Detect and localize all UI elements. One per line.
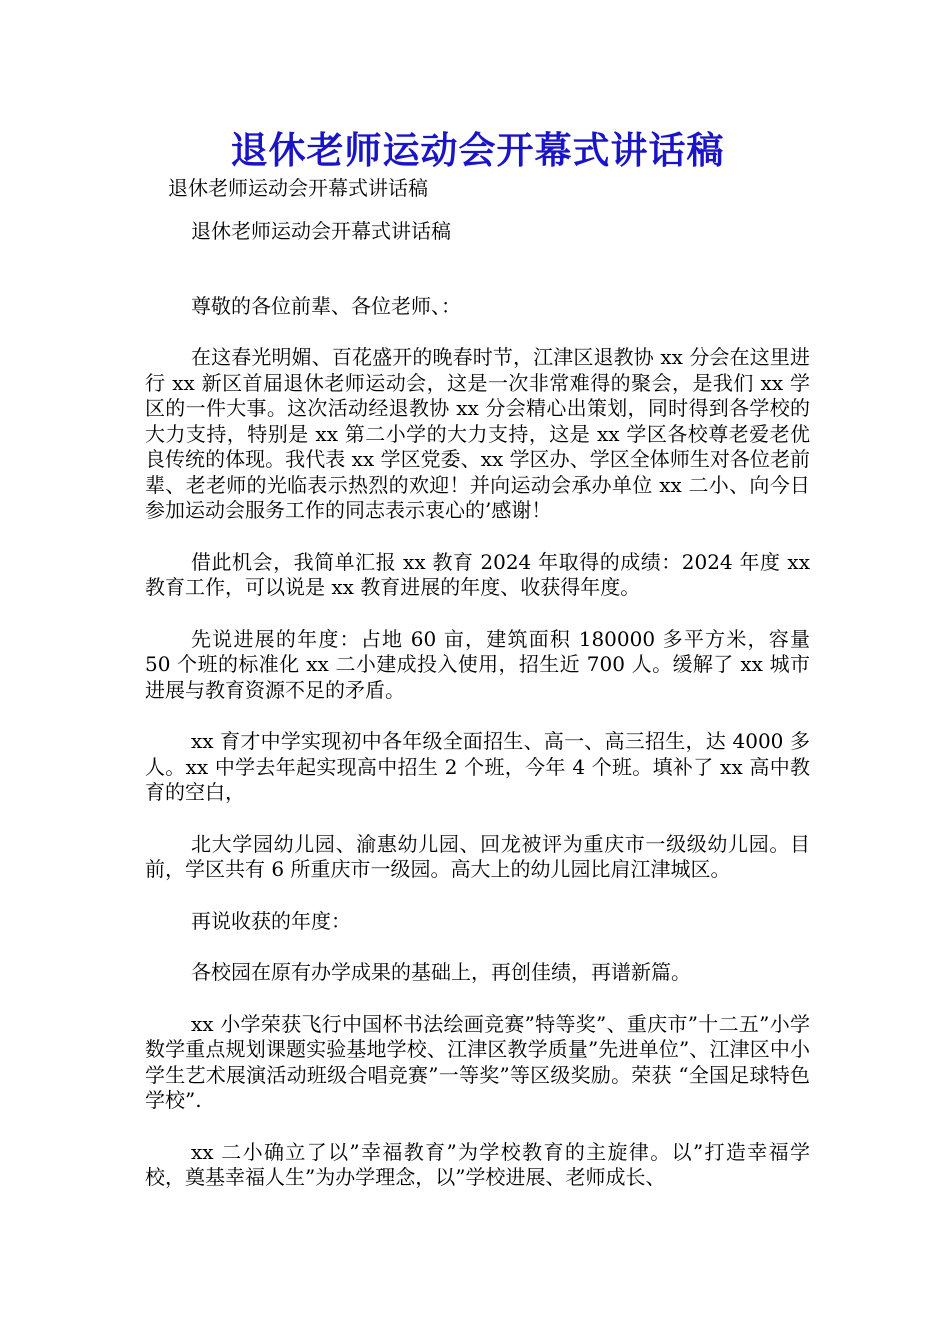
paragraph: xx 二小确立了以”幸福教育”为学校教育的主旋律。以”打造幸福学校，奠基幸福人生”为办学理念，以”学校进展、老师成长、 [145,1139,810,1189]
document-page [145,120,810,1191]
paragraph: 各校园在原有办学成果的基础上，再创佳绩，再谱新篇。 [191,960,691,984]
paragraph-salutation: 尊敬的各位前辈、各位老师、： [191,293,461,318]
paragraph: 先说进展的年度：占地 60 亩，建筑面积 180000 多平方米，容量 50 个班的标准化 xx 二小建成投入使用，招生近 700 人。缓解了 xx 城市进展与教育资源不足的矛盾。 [145,626,810,702]
document-title: 退休老师运动会开幕式讲话稿 [230,129,725,172]
document-subtitle: 退休老师运动会开幕式讲话稿 [168,176,428,200]
paragraph: 再说收获的年度： [191,908,351,933]
paragraph: 北大学园幼儿园、渝惠幼儿园、回龙被评为重庆市一级级幼儿园。目前，学区共有 6 所重庆市一级园。高大上的幼儿园比肩江津城区。 [145,831,810,881]
paragraph: 在这春光明媚、百花盛开的晚春时节，江津区退教协 xx 分会在这里进行 xx 新区首届退休老师运动会，这是一次非常难得的聚会，是我们 xx 学区的一件大事。这次活动经退教协 xx 分会精心出策划，同时得到各学校的大力支持，特别是 xx 第二小学的大力支持，这是 xx 学区各校尊老爱老优良传统的体现。我代表 xx 学区党委、xx 学区办、学区全体师生对各位老前辈、老老师的光临表示热烈的欢迎！并向运动会承办单位 xx 二小、向今日参加运动会服务工作的同志表示衷心的’感谢！ [145,345,810,522]
paragraph-heading: 退休老师运动会开幕式讲话稿 [191,219,451,243]
paragraph: 借此机会，我简单汇报 xx 教育 2024 年取得的成绩：2024 年度 xx 教育工作，可以说是 xx 教育进展的年度、收获得年度。 [145,549,810,599]
paragraph: xx 育才中学实现初中各年级全面招生、高一、高三招生，达 4000 多人。xx 中学去年起实现高中招生 2 个班，今年 4 个班。填补了 xx 高中教育的空白， [145,729,810,804]
paragraph: xx 小学荣获飞行中国杯书法绘画竞赛”特等奖”、重庆市”十二五”小学数学重点规划课题实验基地学校、江津区教学质量”先进单位”、江津区中小学生艺术展演活动班级合唱竞赛”一等奖”等区级奖励。荣获 “全国足球特色学校”. [145,1011,810,1112]
